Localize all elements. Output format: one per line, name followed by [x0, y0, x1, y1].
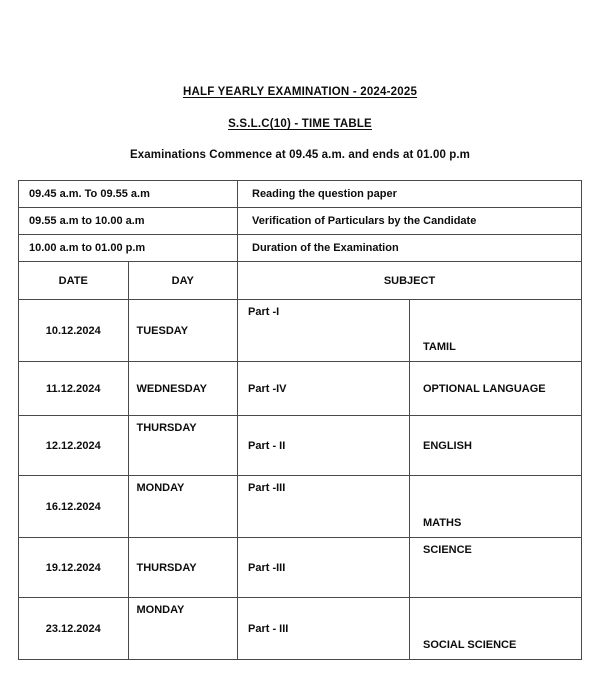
row-subject: MATHS	[410, 476, 582, 538]
row-day: WEDNESDAY	[128, 362, 238, 416]
info-time-1: 09.55 a.m to 10.00 a.m	[19, 208, 238, 235]
row-day: MONDAY	[128, 598, 238, 660]
row-part: Part - III	[238, 598, 410, 660]
info-time-2: 10.00 a.m to 01.00 p.m	[19, 235, 238, 262]
row-part: Part -III	[238, 538, 410, 598]
column-header-day: DAY	[128, 262, 238, 300]
exam-title-text: HALF YEARLY EXAMINATION - 2024-2025	[182, 86, 418, 98]
row-subject: TAMIL	[410, 300, 582, 362]
row-day: TUESDAY	[128, 300, 238, 362]
row-day: THURSDAY	[128, 416, 238, 476]
exam-timing-note: Examinations Commence at 09.45 a.m. and ends at 01.00 p.m	[130, 149, 470, 161]
column-header-date: DATE	[19, 262, 129, 300]
row-part: Part -III	[238, 476, 410, 538]
info-text-0: Reading the question paper	[238, 181, 582, 208]
table-row	[19, 362, 582, 416]
table-row	[19, 416, 582, 476]
row-subject: SCIENCE	[410, 538, 582, 598]
table-row	[19, 300, 582, 362]
exam-subtitle-text: S.S.L.C(10) - TIME TABLE	[228, 118, 372, 130]
info-row	[19, 181, 582, 208]
row-date: 23.12.2024	[19, 598, 129, 660]
info-row	[19, 208, 582, 235]
table-row	[19, 598, 582, 660]
row-subject: OPTIONAL LANGUAGE	[410, 362, 582, 416]
row-date: 10.12.2024	[19, 300, 129, 362]
timetable	[18, 180, 582, 660]
row-date: 16.12.2024	[19, 476, 129, 538]
info-time-0: 09.45 a.m. To 09.55 a.m	[19, 181, 238, 208]
row-part: Part -IV	[238, 362, 410, 416]
exam-subtitle	[0, 114, 600, 132]
document-header	[0, 0, 600, 161]
info-row	[19, 235, 582, 262]
table-row	[19, 538, 582, 598]
exam-title	[0, 82, 600, 100]
info-text-1: Verification of Particulars by the Candidate	[238, 208, 582, 235]
row-date: 12.12.2024	[19, 416, 129, 476]
row-day: MONDAY	[128, 476, 238, 538]
table-header-row	[19, 262, 582, 300]
row-part: Part - II	[238, 416, 410, 476]
row-date: 11.12.2024	[19, 362, 129, 416]
row-date: 19.12.2024	[19, 538, 129, 598]
row-day: THURSDAY	[128, 538, 238, 598]
column-header-subject: SUBJECT	[238, 262, 582, 300]
row-subject: ENGLISH	[410, 416, 582, 476]
row-part: Part -I	[238, 300, 410, 362]
info-text-2: Duration of the Examination	[238, 235, 582, 262]
table-row	[19, 476, 582, 538]
row-subject: SOCIAL SCIENCE	[410, 598, 582, 660]
